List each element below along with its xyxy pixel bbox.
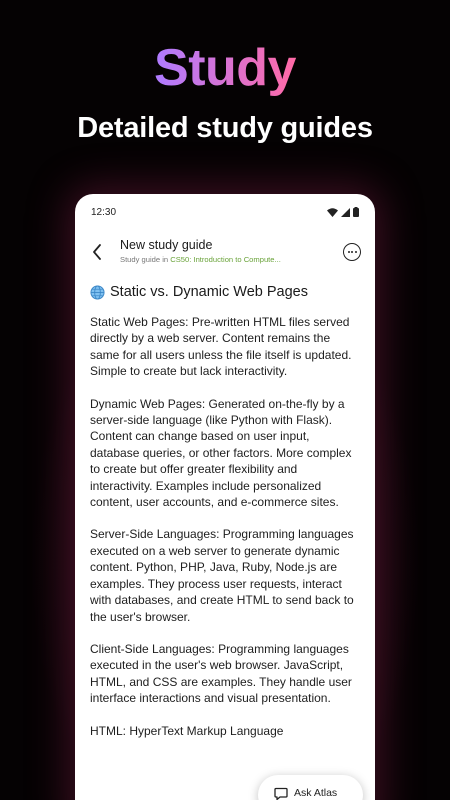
paragraph-static: Static Web Pages: Pre-written HTML files served directly by a web server. Content remains the same for all users unless the file itself is updated. Simple to create but lack interactivity. (90, 315, 352, 379)
more-icon-dot (351, 251, 353, 253)
status-time: 12:30 (91, 207, 117, 218)
hero-title: Study (0, 38, 450, 98)
breadcrumb-prefix: Study guide in (120, 255, 171, 264)
section-heading (90, 284, 357, 300)
signal-icon (341, 208, 350, 217)
status-bar (75, 194, 375, 228)
paragraph-dynamic: Dynamic Web Pages: Generated on-the-fly by a server-side language (like Python with Flask). Content can change based on user input, database queries, or other factors. More complex to create but offer greater flexibility and interactivity. Examples include personalized content, user accounts, and e-commerce sites. (90, 396, 352, 510)
battery-icon (353, 207, 359, 217)
globe-icon (90, 285, 105, 300)
page-title: New study guide (120, 238, 213, 252)
breadcrumb (120, 255, 325, 264)
back-button[interactable] (85, 240, 109, 264)
wifi-icon (327, 208, 338, 217)
chat-bubble-icon (274, 787, 288, 800)
more-icon-dot (348, 251, 350, 253)
course-link[interactable]: CS50: Introduction to Compute... (170, 255, 281, 264)
hero-subtitle: Detailed study guides (77, 112, 373, 144)
phone-screen (75, 194, 375, 800)
app-header (75, 232, 375, 272)
status-icons (327, 207, 359, 217)
section-heading-text: Static vs. Dynamic Web Pages (110, 284, 308, 300)
back-arrow-icon (92, 244, 102, 260)
paragraph-html: HTML: HyperText Markup Language (90, 723, 284, 738)
paragraph-server-side: Server-Side Languages: Programming languages executed on a web server to generate dynamic content. Python, PHP, Java, Ruby, Node.js are examples. They process user requests, interact with databases, and create HTML to send back to the user's browser. (90, 527, 354, 624)
paragraph-client-side: Client-Side Languages: Programming languages executed in the user's web browser. JavaScript, HTML, and CSS are examples. They handle user interface interactions and visual presentation. (90, 641, 352, 706)
more-icon-dot (355, 251, 357, 253)
ask-atlas-label: Ask Atlas (294, 787, 338, 799)
ask-atlas-button[interactable] (258, 775, 363, 800)
study-guide-content (90, 284, 357, 755)
more-options-button[interactable] (343, 243, 361, 261)
